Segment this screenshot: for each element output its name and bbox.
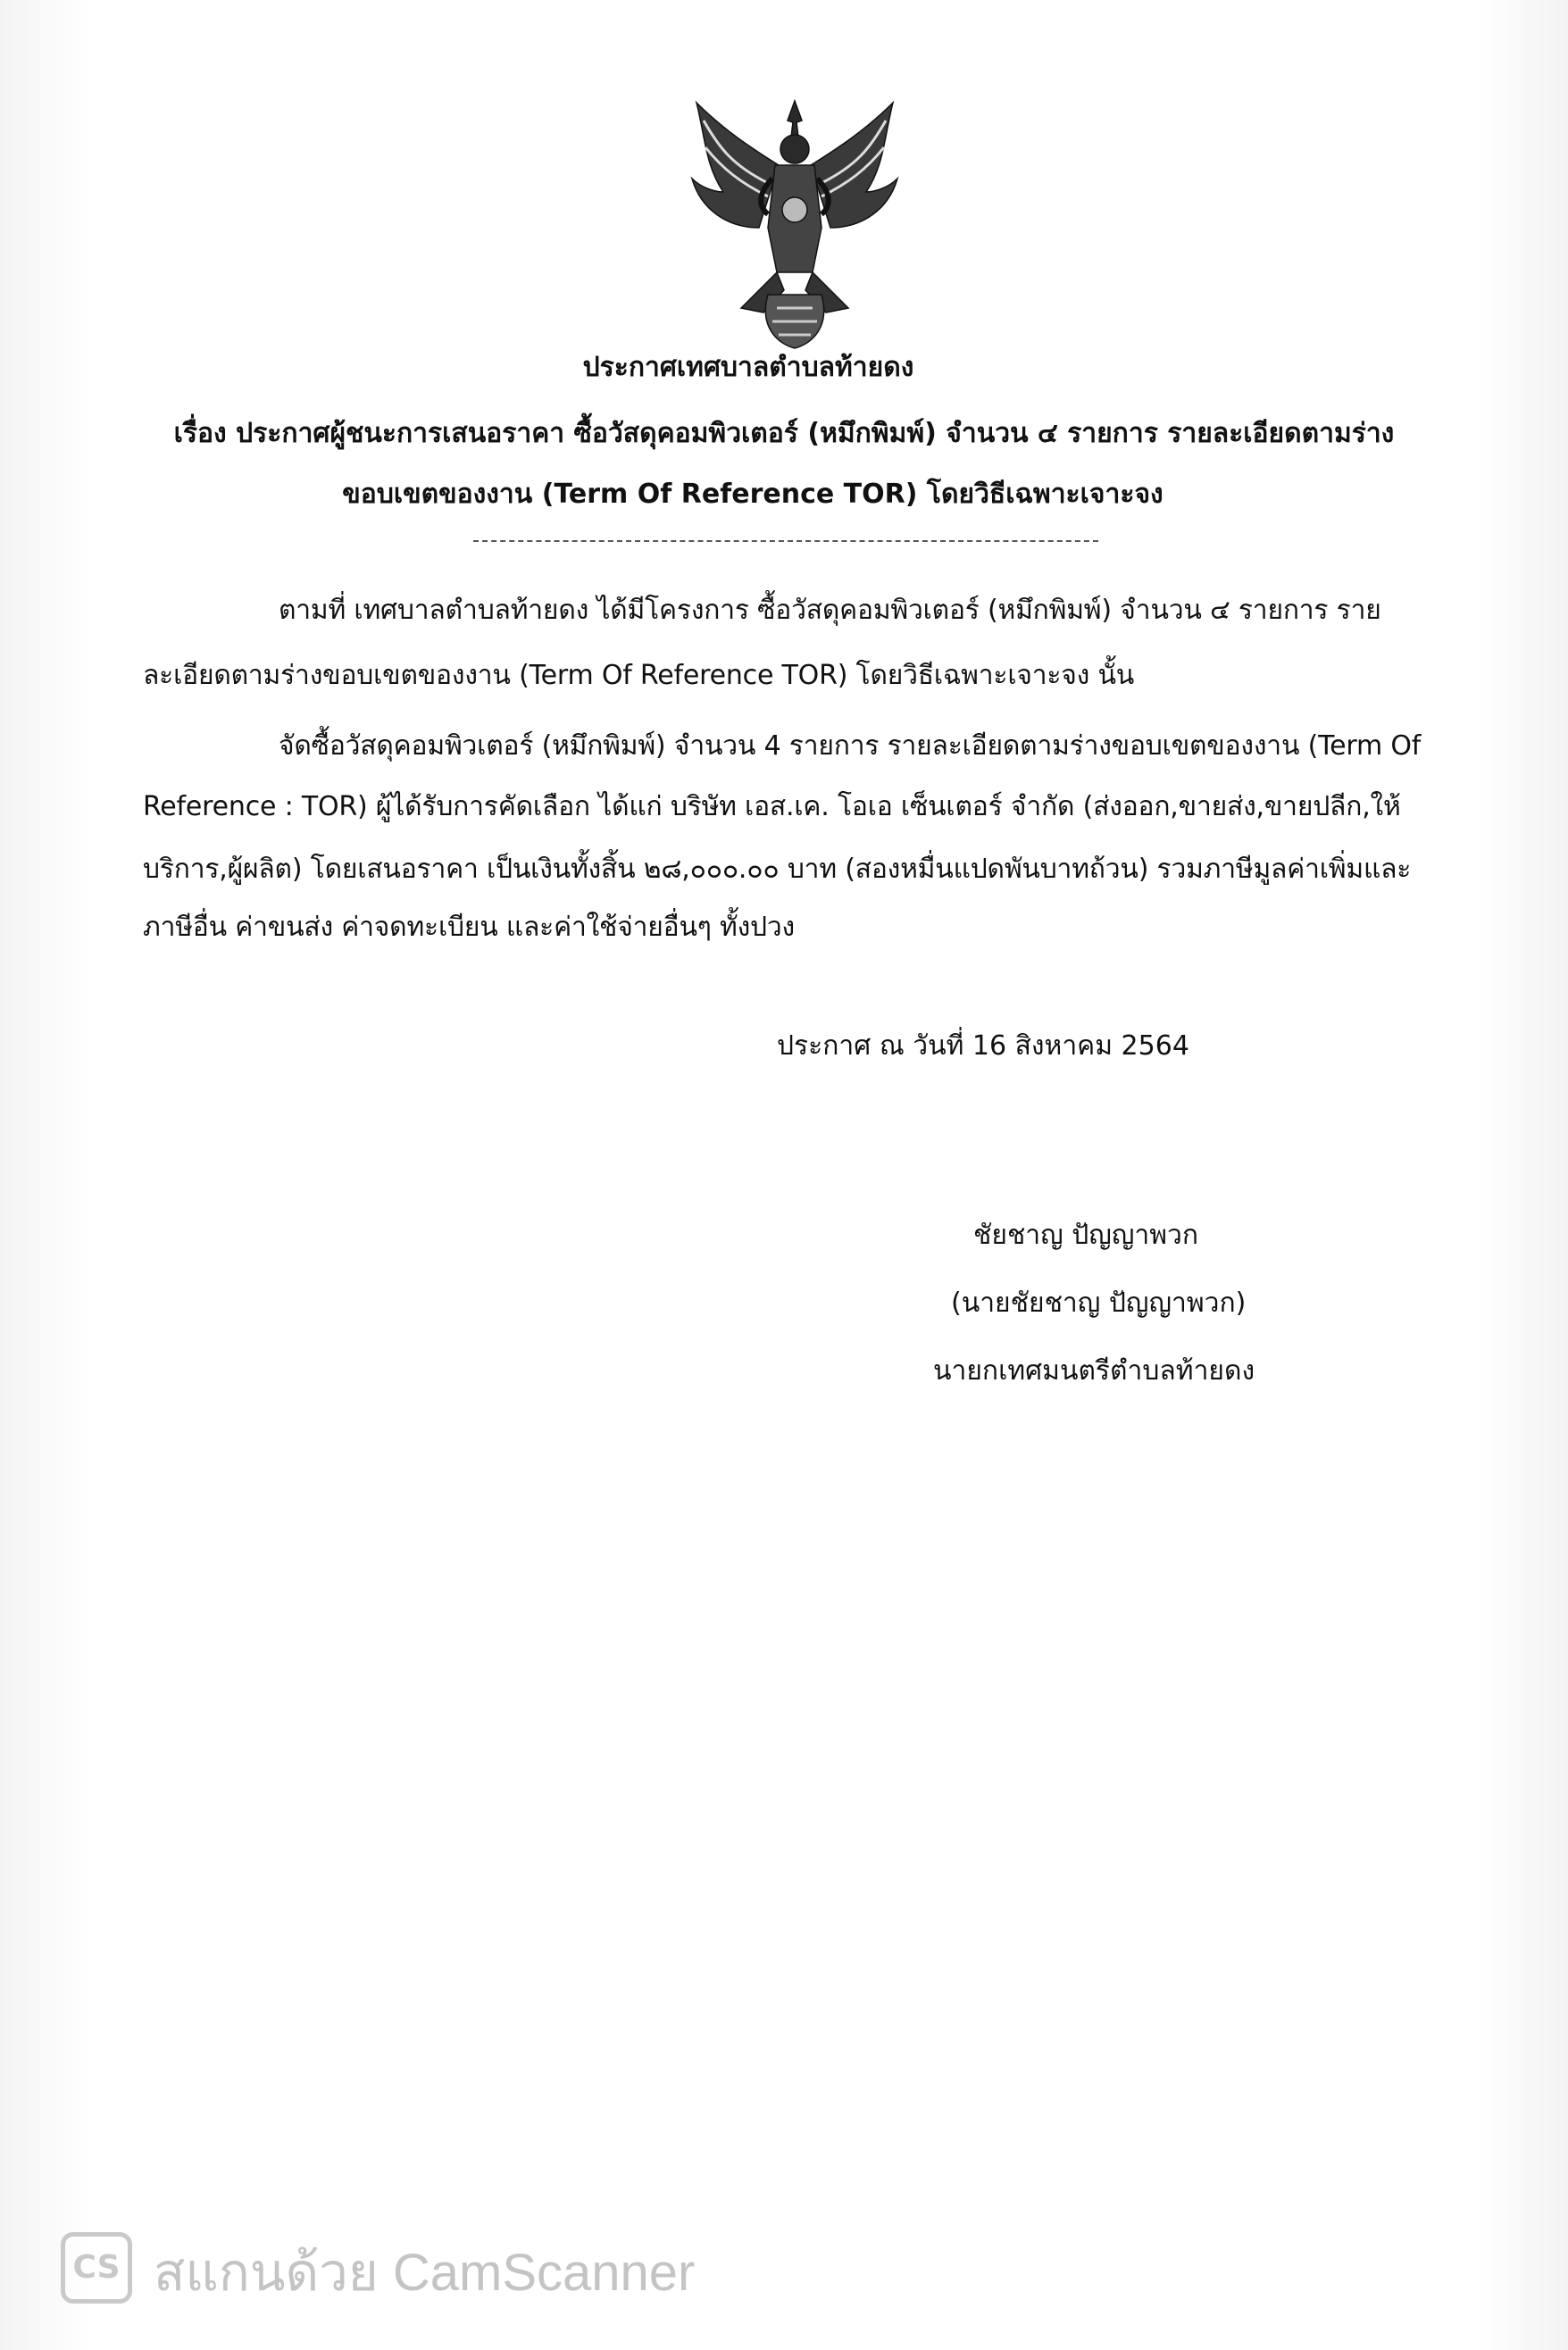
dashed-divider	[473, 540, 1098, 542]
subject-line-2: ขอบเขตของงาน (Term Of Reference TOR) โดยวิธีเฉพาะเจาะจง	[342, 479, 1163, 510]
paragraph-1-line-1: ตามที่ เทศบาลตำบลท้ายดง ได้มีโครงการ ซื้อวัสดุคอมพิวเตอร์ (หมึกพิมพ์) จำนวน ๔ รายการ ราย	[279, 595, 1381, 626]
paragraph-1-line-2: ละเอียดตามร่างขอบเขตของงาน (Term Of Reference TOR) โดยวิธีเฉพาะเจาะจง นั้น	[143, 660, 1135, 691]
paragraph-2-line-1: จัดซื้อวัสดุคอมพิวเตอร์ (หมึกพิมพ์) จำนวน 4 รายการ รายละเอียดตามร่างขอบเขตของงาน (Term Of	[279, 730, 1422, 762]
document-title: ประกาศเทศบาลตำบลท้ายดง	[582, 352, 914, 383]
camscanner-logo-icon: CS	[61, 2232, 132, 2304]
announcement-date: ประกาศ ณ วันที่ 16 สิงหาคม 2564	[777, 1030, 1189, 1062]
signatory-full-name: (นายชัยชาญ ปัญญาพวก)	[951, 1288, 1247, 1319]
signature-name: ชัยชาญ ปัญญาพวก	[973, 1220, 1199, 1251]
paragraph-2-line-4: ภาษีอื่น ค่าขนส่ง ค่าจดทะเบียน และค่าใช้จ่ายอื่นๆ ทั้งปวง	[143, 912, 795, 943]
signatory-position: นายกเทศมนตรีตำบลท้ายดง	[933, 1355, 1255, 1387]
garuda-emblem-icon	[679, 94, 911, 353]
camscanner-watermark: สแกนด้วย CamScanner	[154, 2244, 696, 2302]
paragraph-2-line-3: บริการ,ผู้ผลิต) โดยเสนอราคา เป็นเงินทั้งสิ้น ๒๘,๐๐๐.๐๐ บาท (สองหมื่นแปดพันบาทถ้วน) รวมภาษีมูลค่าเพิ่มและ	[143, 854, 1412, 885]
paragraph-2-line-2: Reference : TOR) ผู้ได้รับการคัดเลือก ได้แก่ บริษัท เอส.เค. โอเอ เซ็นเตอร์ จำกัด (ส่งออก,ขายส่ง,ขายปลีก,ให้	[143, 791, 1401, 822]
subject-line-1: เรื่อง ประกาศผู้ชนะการเสนอราคา ซื้อวัสดุคอมพิวเตอร์ (หมึกพิมพ์) จำนวน ๔ รายการ รายละเอียดตามร่าง	[173, 418, 1395, 449]
